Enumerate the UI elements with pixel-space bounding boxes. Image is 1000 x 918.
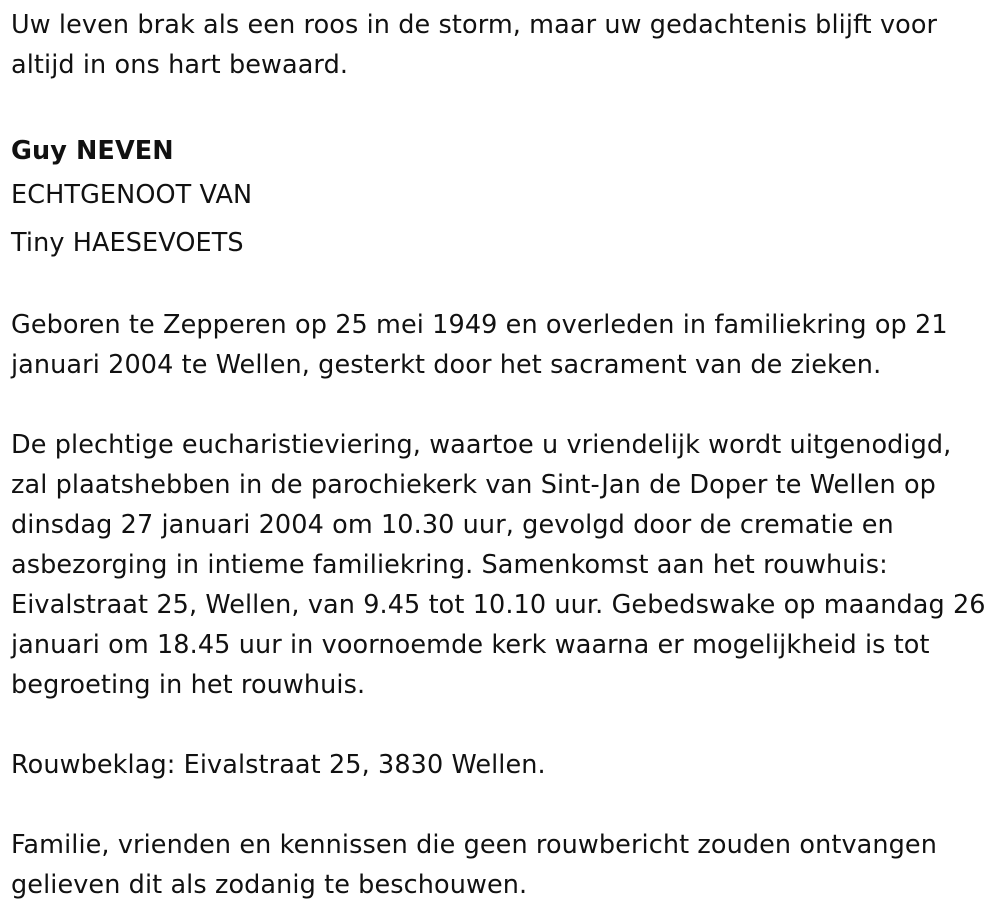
birth-death-paragraph: Geboren te Zepperen op 25 mei 1949 en overleden in familiekring op 21 januari 2004 te Wellen, gesterkt door het sacrament van de zieken. (11, 310, 948, 380)
family-note: Familie, vrienden en kennissen die geen rouwbericht zouden ontvangen gelieven dit als zodanig te beschouwen. (11, 830, 937, 900)
spouse-name: Tiny HAESEVOETS (11, 228, 244, 258)
service-paragraph: De plechtige eucharistieviering, waartoe u vriendelijk wordt uitgenodigd, zal plaatshebben in de parochiekerk van Sint-Jan de Doper te Wellen op dinsdag 27 januari 2004 om 10.30 uur, gevolgd door de crematie en asbezorging in intieme familiekring. Samenkomst aan het rouwhuis: Eivalstraat 25, Wellen, van 9.45 tot 10.10 uur. Gebedswake op maandag 26 januari om 18.45 uur in voornoemde kerk waarna er mogelijkheid is tot begroeting in het rouwhuis. (11, 430, 986, 700)
relation-label: ECHTGENOOT VAN (11, 180, 253, 210)
deceased-name: Guy NEVEN (11, 136, 174, 166)
memorial-quote: Uw leven brak als een roos in de storm, maar uw gedachtenis blijft voor altijd in ons hart bewaard. (11, 10, 938, 80)
condolence-address: Rouwbeklag: Eivalstraat 25, 3830 Wellen. (11, 750, 546, 780)
